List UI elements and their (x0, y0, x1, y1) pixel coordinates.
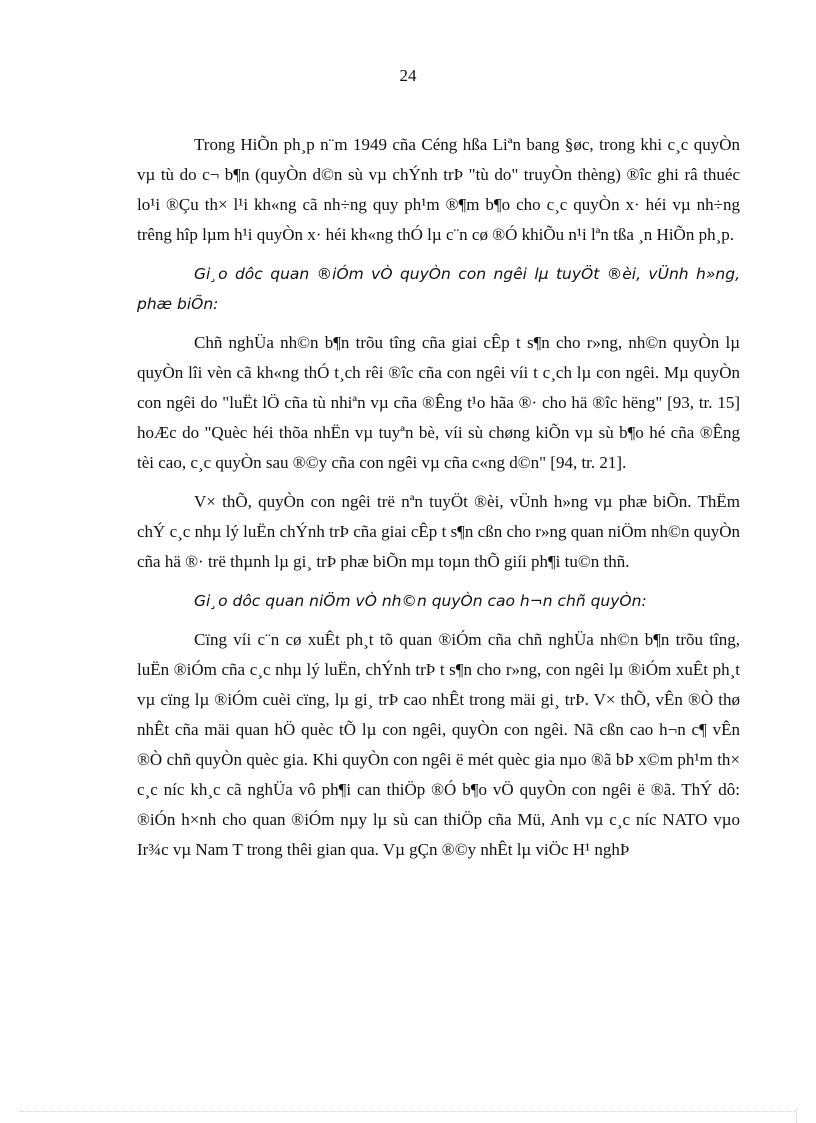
paragraph-universal-values: V× thÕ, quyÒn con ngêi trë nªn tuyÖt ®èi, vÜnh h»ng vµ phæ biÕn. ThËm chÝ c¸c nhµ lý luËn chÝnh trÞ cña giai cÊp t s¶n cßn cho r»ng quan niÖm nh©n quyÒn cña hä ®· trë thµnh lµ gi¸ trÞ phæ biÕn mµ toµn thÕ giíi ph¶i tu©n thñ. (137, 492, 740, 571)
page-bottom-border (20, 1111, 796, 1112)
paragraph-constitution-1949: Trong HiÕn ph¸p n¨m 1949 cña Céng hßa Liªn bang §øc, trong khi c¸c quyÒn vµ tù do c¬ b¶n (quyÒn d©n sù vµ chÝnh trÞ "tù do" truyÒn thèng) ®îc ghi râ thuéc lo¹i ®Çu th× l¹i kh«ng cã nh÷ng quy ph¹m ®¶m b¶o cho c¸c quyÒn x· héi vµ nh÷ng trêng hîp lµm h¹i quyÒn x· héi kh«ng thÓ lµ c¨n cø ®Ó khiÕu n¹i lªn tßa ¸n HiÕn ph¸p. (137, 135, 740, 244)
paragraph-abstract-humanism: Chñ nghÜa nh©n b¶n trõu tîng cña giai cÊp t s¶n cho r»ng, nh©n quyÒn lµ quyÒn lîi vèn cã kh«ng thÓ t¸ch rêi ®îc cña con ngêi víi t c¸ch lµ con ngêi. Mµ quyÒn con ngêi do "luËt lÖ cña tù nhiªn vµ cña ®Êng t¹o hãa ®· cho hä ®îc hëng" [93, tr. 15] hoÆc do "Quèc héi thõa nhËn vµ tuyªn bè, víi sù chøng kiÕn vµ sù b¶o hé cña ®Êng tèi cao, c¸c quyÒn sau ®©y cña con ngêi vµ cña c«ng d©n" [94, tr. 21]. (137, 333, 740, 472)
paragraph-intervention: Cïng víi c¨n cø xuÊt ph¸t tõ quan ®iÓm cña chñ nghÜa nh©n b¶n trõu tîng, luËn ®iÓm cña c¸c nhµ lý luËn, chÝnh trÞ t s¶n cho r»ng, con ngêi lµ ®iÓm xuÊt ph¸t vµ cïng lµ ®iÓm cuèi cïng, lµ gi¸ trÞ cao nhÊt trong mäi gi¸ trÞ. V× thÕ, vÊn ®Ò thø nhÊt cña mäi quan hÖ quèc tÕ lµ con ngêi, quyÒn con ngêi. Nã cßn cao h¬n c¶ vÊn ®Ò chñ quyÒn quèc gia. Khi quyÒn con ngêi ë mét quèc gia nµo ®ã bÞ x©m ph¹m th× c¸c níc kh¸c cã nghÜa vô ph¶i can thiÖp ®Ó b¶o vÖ quyÒn con ngêi ë ®ã. ThÝ dô: ®iÓn h×nh cho quan ®iÓm nµy lµ sù can thiÖp cña Mü, Anh vµ c¸c níc NATO vµo Ir¾c vµ Nam T trong thêi gian qua. Vµ gÇn ®©y nhÊt lµ viÖc H¹ nghÞ (137, 630, 740, 859)
subheading-absolute-human-rights: Gi¸o dôc quan ®iÓm vÒ quyÒn con ngêi lµ tuyÖt ®èi, vÜnh h»ng, phæ biÕn: (137, 265, 740, 313)
page-corner-mark (796, 1108, 798, 1123)
page-number: 24 (399, 66, 417, 85)
subheading-human-rights-above-sovereignty: Gi¸o dôc quan niÖm vÒ nh©n quyÒn cao h¬n chñ quyÒn: (194, 592, 647, 610)
document-body (137, 130, 740, 874)
